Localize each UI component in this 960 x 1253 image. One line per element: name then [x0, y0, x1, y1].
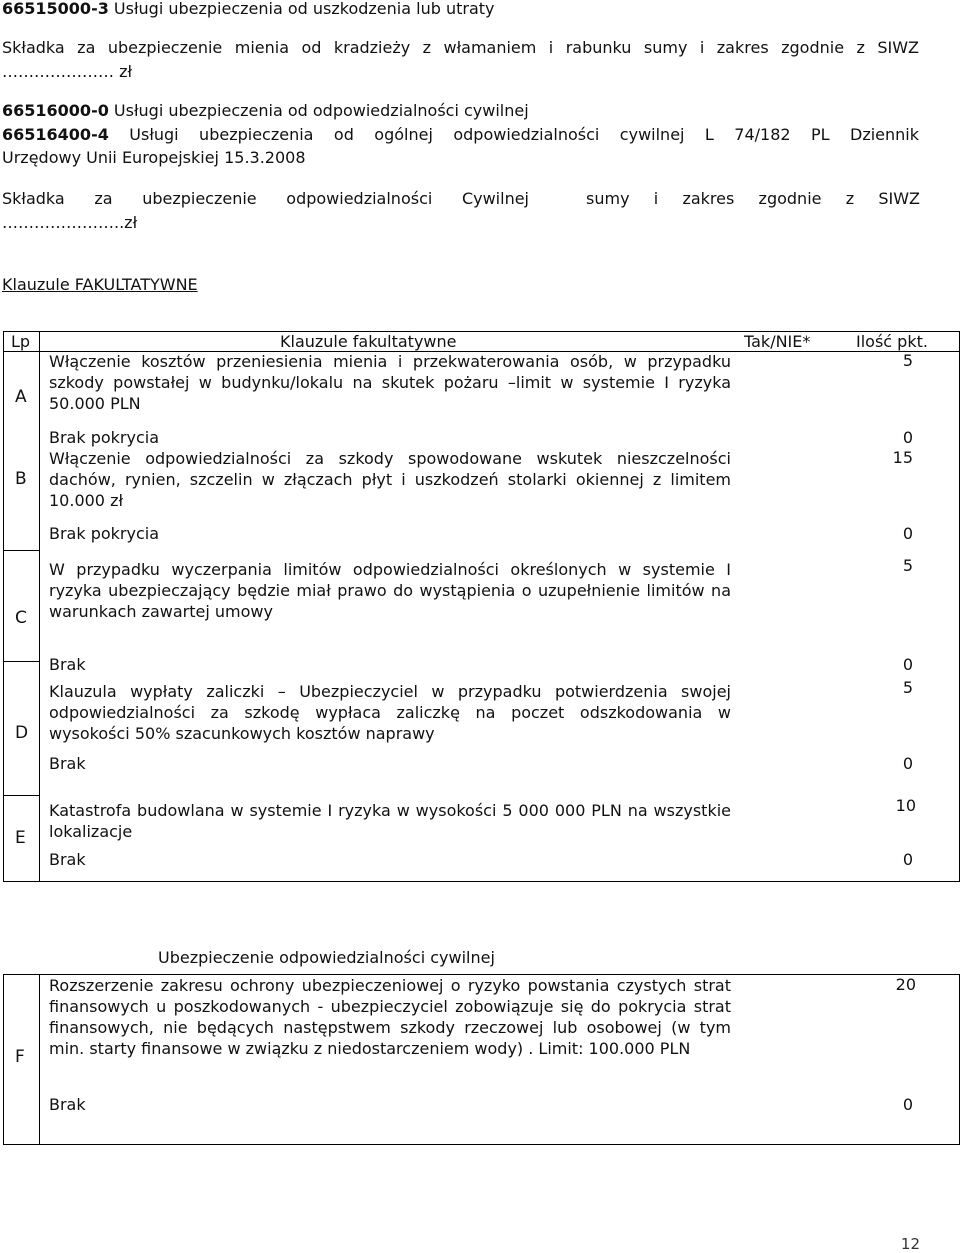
cpv-line-3-continued: Urzędowy Unii Europejskiej 15.3.2008	[2, 148, 306, 167]
row-label-a: A	[15, 387, 27, 407]
row-label-c: C	[15, 608, 27, 628]
cpv-code: 66516400-4	[2, 125, 109, 144]
clause-text-d: Klauzula wypłaty zaliczki – Ubezpieczyciel w przypadku potwierdzenia swojej odpowiedzialności za szkodę wypłaca zaliczkę na poczet odszkodowania w wysokości 50% szacunkowych kosztów naprawy	[49, 682, 731, 743]
cpv-description: Usługi ubezpieczenia od odpowiedzialności cywilnej	[108, 101, 529, 120]
premium-liability-line-a: Składka za ubezpieczenie odpowiedzialności Cywilnej	[2, 189, 529, 208]
premium-theft-amount: ………………… zł	[2, 62, 133, 81]
liability-table-title: Ubezpieczenie odpowiedzialności cywilnej	[158, 948, 495, 967]
clause-none-points-e: 0	[902, 850, 913, 869]
cpv-code: 66515000-3	[2, 0, 109, 18]
clause-points-d: 5	[902, 678, 913, 697]
clause-points-a: 5	[902, 351, 913, 370]
row-label-e: E	[15, 828, 26, 848]
clause-text-c: W przypadku wyczerpania limitów odpowiedzialności określonych w systemie I ryzyka ubezpieczający będzie miał prawo do wystąpienia o uzupełnienie limitów na warunkach zawartej umowy	[49, 560, 731, 621]
clause-none-points-c: 0	[902, 655, 913, 674]
row-label-b: B	[15, 469, 27, 489]
clause-text-f: Rozszerzenie zakresu ochrony ubezpieczeniowej o ryzyko powstania czystych strat finansowych u poszkodowanych - ubezpieczyciel zobowiązuje się do pokrycia strat finansowych, nie będących następstwem szkody rzeczowej lub osobowej (w tym min. starty finansowe w związku z niedostarczeniem wody) . Limit: 100.000 PLN	[49, 976, 731, 1058]
clause-none-points-a: 0	[902, 428, 913, 447]
row-label-f: F	[15, 1047, 25, 1067]
clause-none-points-f: 0	[902, 1095, 913, 1114]
clause-none-points-d: 0	[902, 754, 913, 773]
clause-text-a: Włączenie kosztów przeniesienia mienia i przekwaterowania osób, w przypadku szkody powstałej w budynku/lokalu na skutek pożaru –limit w systemie I ryzyka 50.000 PLN	[49, 352, 731, 413]
header-clause: Klauzule fakultatywne	[280, 332, 457, 351]
clause-points-f: 20	[895, 975, 916, 994]
cpv-code: 66516000-0	[2, 101, 109, 120]
premium-liability-amount: …………………..zł	[2, 213, 138, 232]
clause-none-b: Brak pokrycia	[49, 524, 160, 543]
header-tak-nie: Tak/NIE*	[744, 332, 811, 351]
clause-none-c: Brak	[49, 655, 86, 674]
row-label-d: D	[15, 723, 29, 743]
cpv-description: Usługi ubezpieczenia od uszkodzenia lub utraty	[108, 0, 495, 18]
premium-liability-line-b: sumy i zakres zgodnie z SIWZ	[586, 189, 920, 208]
clause-none-points-b: 0	[902, 524, 913, 543]
clause-points-b: 15	[892, 448, 913, 467]
header-points: Ilość pkt.	[856, 332, 928, 351]
clause-points-c: 5	[902, 556, 913, 575]
clause-none-d: Brak	[49, 754, 86, 773]
header-lp: Lp	[11, 332, 31, 351]
page-number: 12	[900, 1235, 920, 1253]
cpv-line-3	[2, 125, 919, 145]
cpv-line-1	[2, 0, 494, 19]
clause-text-b: Włączenie odpowiedzialności za szkody spowodowane wskutek nieszczelności dachów, rynien, szczelin w złączach płyt i uszkodzeń stolarki okiennej z limitem 10.000 zł	[49, 449, 731, 510]
clause-text-e: Katastrofa budowlana w systemie I ryzyka w wysokości 5 000 000 PLN na wszystkie lokalizacje	[49, 801, 731, 841]
clause-none-e: Brak	[49, 850, 86, 869]
clause-points-e: 10	[895, 796, 916, 815]
clauses-table	[3, 331, 960, 882]
clause-none-f: Brak	[49, 1095, 86, 1114]
cpv-line-2	[2, 101, 529, 121]
cpv-description: Usługi ubezpieczenia od ogólnej odpowiedzialności cywilnej L 74/182 PL Dziennik	[108, 125, 919, 144]
premium-theft-line: Składka za ubezpieczenie mienia od kradzieży z włamaniem i rabunku sumy i zakres zgodnie z SIWZ	[2, 38, 919, 57]
liability-table	[3, 974, 960, 1145]
section-heading: Klauzule FAKULTATYWNE	[2, 275, 198, 294]
clause-none-a: Brak pokrycia	[49, 428, 160, 447]
